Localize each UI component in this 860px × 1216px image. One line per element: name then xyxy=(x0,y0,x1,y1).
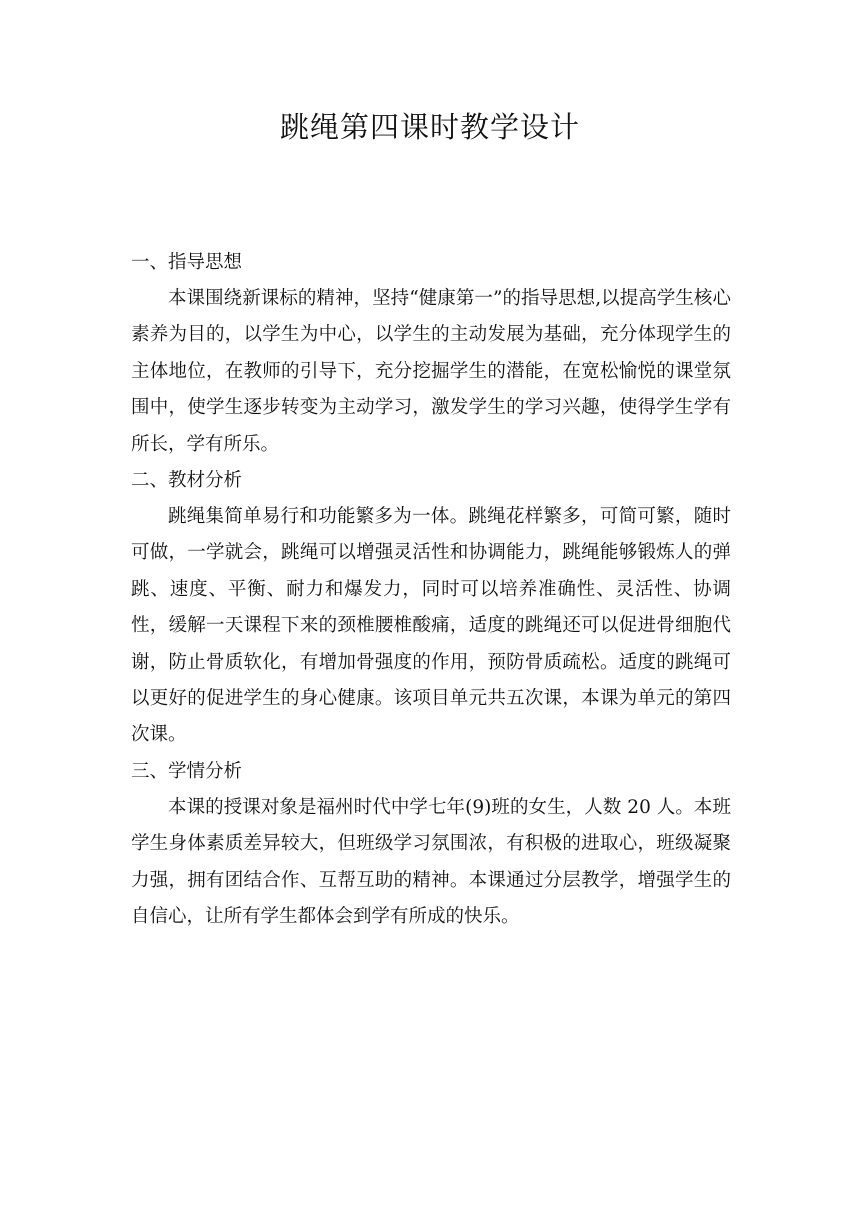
page-title: 跳绳第四课时教学设计 xyxy=(279,110,580,144)
section-paragraph: 本课围绕新课标的精神，坚持“健康第一”的指导思想,以提高学生核心素养为目的，以学生为中心，以学生的主动发展为基础，充分体现学生的主体地位，在教师的引导下，充分挖掘学生的潜能，在宽松愉悦的课堂氛围中，使学生逐步转变为主动学习，激发学生的学习兴趣，使得学生学有所长，学有所乐。 xyxy=(131,288,731,455)
section-material-analysis xyxy=(131,463,731,754)
section-student-analysis xyxy=(131,754,731,936)
section-paragraph: 本课的授课对象是福州时代中学七年(9)班的女生，人数 20 人。本班学生身体素质差异较大，但班级学习氛围浓，有积极的进取心，班级凝聚力强，拥有团结合作、互帮互助的精神。本课通过分层教学，增强学生的自信心，让所有学生都体会到学有所成的快乐。 xyxy=(131,796,731,928)
section-heading: 三、学情分析 xyxy=(131,760,243,782)
section-heading: 一、指导思想 xyxy=(131,252,243,273)
section-guiding-ideology xyxy=(131,245,731,463)
section-paragraph: 跳绳集简单易行和功能繁多为一体。跳绳花样繁多，可简可繁，随时可做，一学就会，跳绳可以增强灵活性和协调能力，跳绳能够锻炼人的弹跳、速度、平衡、耐力和爆发力，同时可以培养准确性、灵活性、协调性，缓解一天课程下来的颈椎腰椎酸痛，适度的跳绳还可以促进骨细胞代谢，防止骨质软化，有增加骨强度的作用，预防骨质疏松。适度的跳绳可以更好的促进学生的身心健康。该项目单元共五次课，本课为单元的第四次课。 xyxy=(131,506,731,746)
document-body xyxy=(131,245,731,936)
section-heading: 二、教材分析 xyxy=(131,470,243,492)
